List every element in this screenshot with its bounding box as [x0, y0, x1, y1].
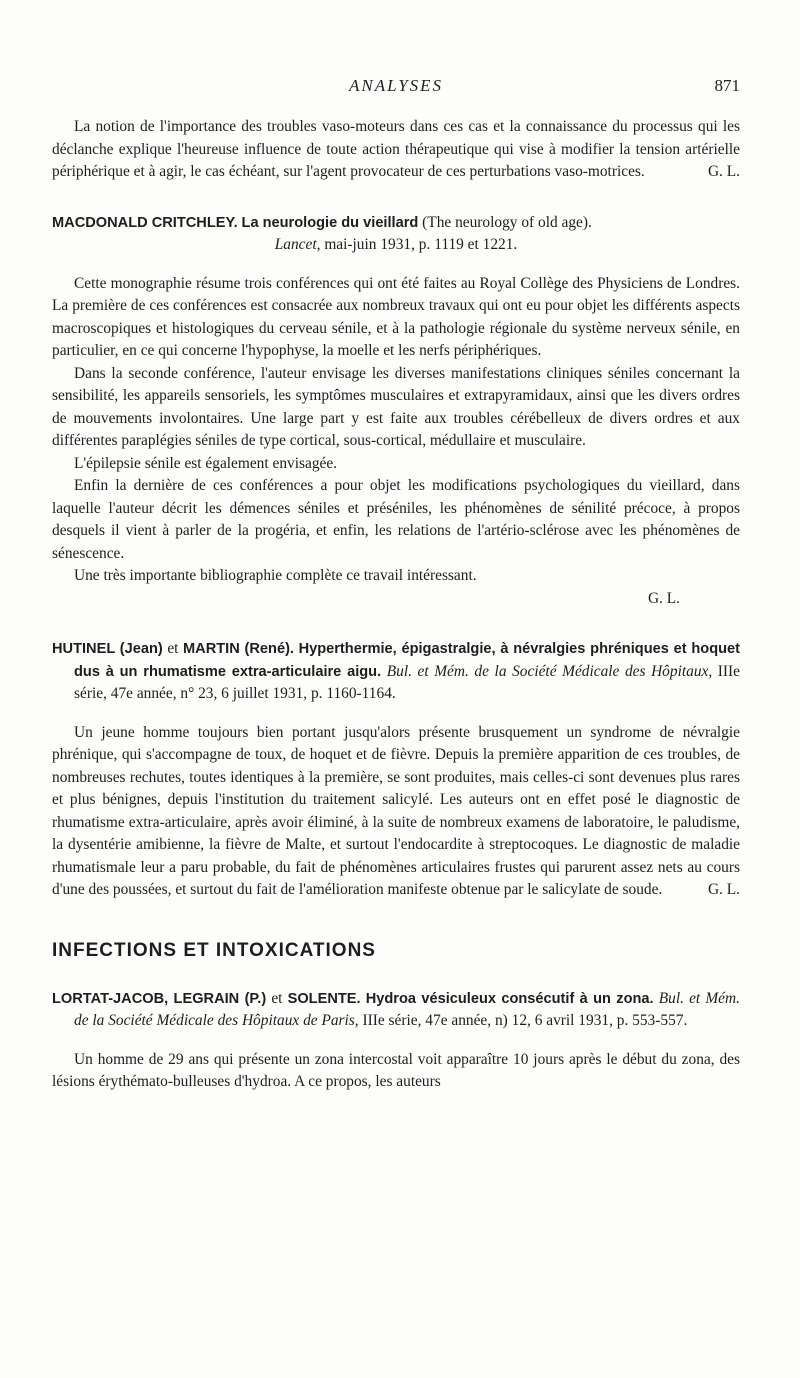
- entry-critchley-pages: mai-juin 1931, p. 1119 et 1221.: [320, 236, 518, 253]
- entry-hutinel-author-2: MARTIN: [183, 641, 240, 657]
- entry-critchley-signature: G. L.: [647, 589, 680, 607]
- entry-hutinel-author-1-first: (Jean): [114, 641, 163, 657]
- entry-critchley-paragraph-1: Cette monographie résume trois conférences qui ont été faites au Royal Collège des Physiciens de Londres. La première de ces conférences est consacrée aux nombreux travaux qui ont eu pour objet les différents aspects macroscopiques et histologiques du cerveau sénile, et à la pathologie régionale du système nerveux sénile, en particulier, en ce qui concerne l'hypophyse, la moelle et les nerfs périphériques.: [52, 274, 740, 359]
- entry-critchley-citation: [52, 234, 740, 257]
- entry-hutinel-author-2-first: (René).: [239, 641, 294, 657]
- entry-lortat-citation: IIIe série, 47e année, n) 12, 6 avril 1931, p. 553-557.: [358, 1012, 688, 1029]
- entry-critchley-author: MACDONALD CRITCHLEY.: [52, 214, 238, 231]
- entry-lortat-et: et: [266, 989, 288, 1007]
- entry-critchley-translation: (The neurology of old age).: [422, 213, 592, 231]
- entry-lortat-author-3: SOLENTE.: [287, 990, 361, 1007]
- entry-lortat-initial: (P.): [239, 990, 267, 1007]
- entry-hutinel-journal: Bul. et Mém. de la Société Médicale des Hôpitaux,: [386, 662, 713, 680]
- entry-hutinel-citation: IIIe série, 47e année, n° 23, 6 juillet 1931, p. 1160-1164.: [74, 662, 740, 702]
- intro-paragraph: [52, 116, 740, 184]
- section-title: INFECTIONS ET INTOXICATIONS: [52, 939, 376, 961]
- entry-hutinel-author-1: HUTINEL: [52, 641, 115, 657]
- page-number: 871: [714, 76, 740, 95]
- entry-critchley-journal: Lancet,: [274, 236, 321, 253]
- entry-critchley-paragraph-2: Dans la seconde conférence, l'auteur envisage les diverses manifestations cliniques séniles concernant la sensibilité, les appareils sensoriels, les symptômes musculaires et extrapyramidaux, ainsi que les divers ordres de mouvements involontaires. Une large part y est faite aux troubles cérébelleux de divers ordres et aux différentes paraplégies séniles de type cortical, sous-cortical, médullaire et musculaire.: [52, 364, 740, 449]
- running-head-title: ANALYSES: [348, 76, 444, 95]
- entry-lortat-authors: LORTAT-JACOB, LEGRAIN: [52, 990, 240, 1007]
- entry-hutinel-title: Hyperthermie, épigastralgie, à névralgies phréniques et hoquet dus à un rhumatisme extra-articulaire aigu.: [74, 641, 740, 680]
- entry-lortat-header: [52, 988, 740, 1033]
- intro-signature: G. L.: [707, 163, 740, 180]
- entry-critchley-header: [52, 212, 740, 235]
- entry-hutinel-text: Un jeune homme toujours bien portant jusqu'alors présente brusquement un syndrome de névralgie phrénique, qui s'accompagne de toux, de hoquet et de fièvre. Depuis la première apparition de ces troubles, de nombreuses rechutes, toutes identiques à la première, se sont produites, mais celles-ci sont devenues plus rares et plus bénignes, depuis l'institution du traitement salicylé. Les auteurs ont en effet posé le diagnostic de rhumatisme extra-articulaire, après avoir éliminé, à la suite de nombreux examens de laboratoire, le paludisme, la dysentérie amibienne, la fièvre de Malte, et surtout l'endocardite à streptocoques. Le diagnostic de maladie rhumatismale leur a paru probable, du fait de phénomènes articulaires frustes qui parurent assez nets au cours d'une des poussées, et surtout du fait de l'amélioration manifeste obtenue par le salicylate de soude.: [52, 723, 740, 898]
- entry-critchley-title: La neurologie du vieillard: [241, 214, 419, 231]
- entry-critchley-paragraph-5: Une très importante bibliographie complète ce travail intéressant.: [74, 567, 477, 584]
- entry-hutinel-paragraph: [52, 722, 740, 902]
- intro-text: La notion de l'importance des troubles vaso-moteurs dans ces cas et la connaissance du processus qui les déclanche explique l'heureuse influence de toute action thérapeutique qui vise à modifier la tension artérielle périphérique et à agir, le cas échéant, sur l'agent provocateur de ces perturbations vaso-motrices.: [52, 118, 740, 180]
- entry-lortat-paragraph: Un homme de 29 ans qui présente un zona intercostal voit apparaître 10 jours après le début du zona, des lésions érythémato-bulleuses d'hydroa. A ce propos, les auteurs: [52, 1050, 740, 1090]
- entry-hutinel-et: et: [162, 640, 183, 657]
- entry-critchley-paragraph-3: L'épilepsie sénile est également envisagée.: [74, 454, 338, 472]
- page-content: [52, 116, 740, 1094]
- entry-hutinel-signature: G. L.: [707, 881, 740, 898]
- entry-critchley-paragraph-4: Enfin la dernière de ces conférences a pour objet les modifications psychologiques du vieillard, dans laquelle l'auteur décrit les démences séniles et préséniles, les phénomènes de sénilité précoce, à propos desquels il vient à parler de la progéria, et enfin, les relations de l'artério-sclérose avec les phénomènes de sénescence.: [52, 477, 740, 562]
- entry-hutinel-header: [52, 638, 740, 706]
- running-head: [52, 76, 740, 98]
- entry-lortat-journal: Bul. et Mém. de la Société Médicale des Hôpitaux de Paris,: [74, 989, 740, 1029]
- entry-lortat-title: Hydroa vésiculeux consécutif à un zona.: [365, 990, 654, 1007]
